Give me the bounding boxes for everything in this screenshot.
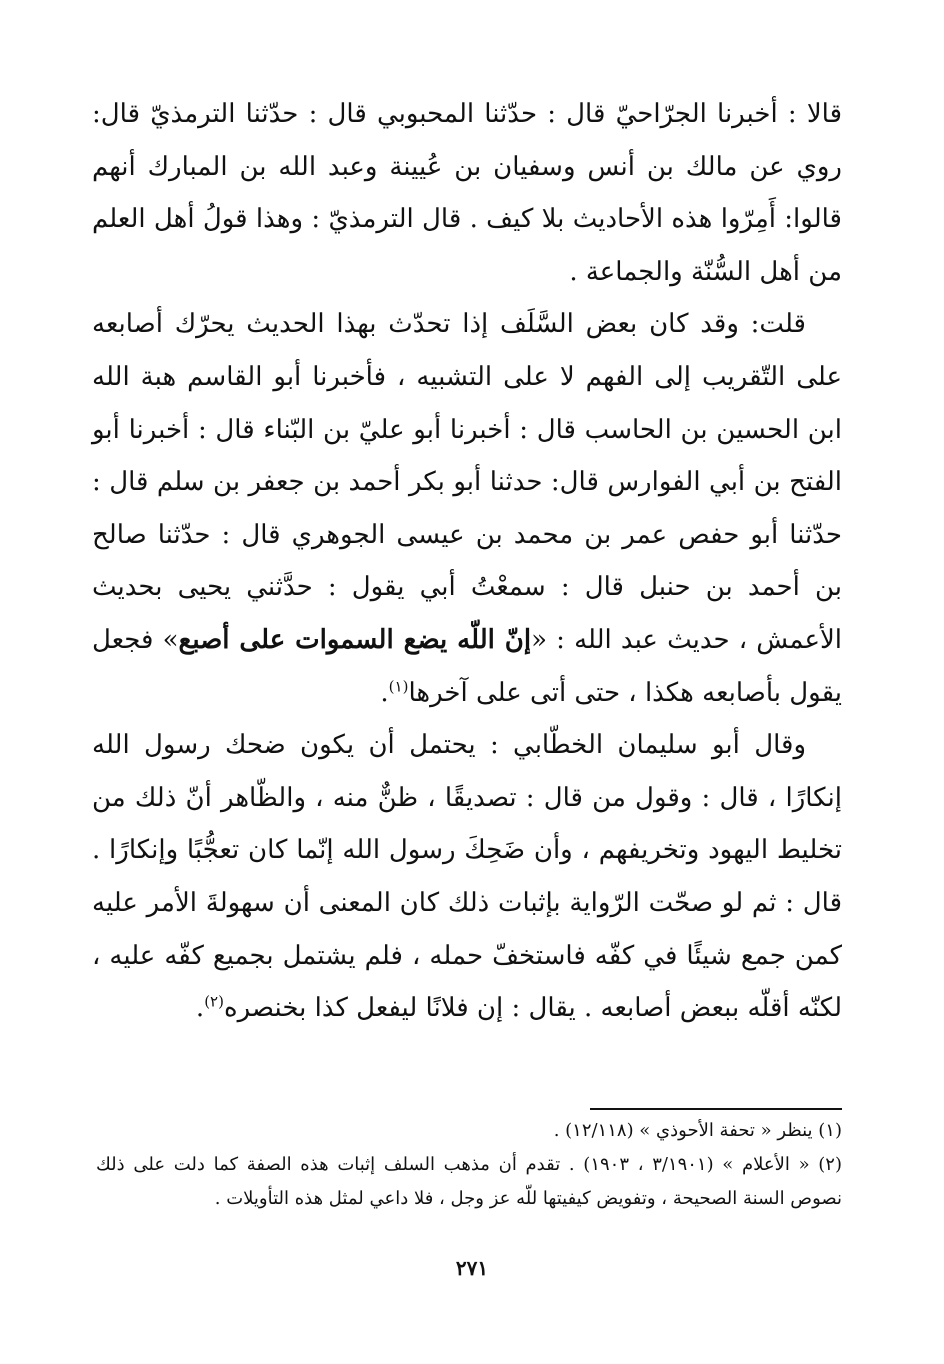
paragraph-2-period: .	[380, 677, 389, 708]
page-number: ٢٧١	[455, 1256, 489, 1280]
paragraph-2-text: قلت: وقد كان بعض السَّلَف إذا تحدّث بهذا الحديث يحرّك أصابعه على التّقريب إلى الفهم لا على التشبيه ، فأخبرنا أبو القاسم هبة الله ابن الحسين بن الحاسب قال : أخبرنا أبو عليّ بن البّناء قال : أخبرنا أبو الفتح بن أبي الفوارس قال: حدثنا أبو بكر أحمد بن جعفر بن سلم قال : حدّثنا أبو حفص عمر بن محمد بن عيسى الجوهري قال : حدّثنا صالح بن أحمد بن حنبل قال : سمعْتُ أبي يقول : حدَّثني يحيى بحديث الأعمش ، حديث عبد الله : «	[92, 309, 843, 655]
paragraph-2	[92, 298, 842, 719]
footnote-ref-2: (٢)	[204, 992, 224, 1011]
footnote-ref-1: (١)	[388, 676, 409, 695]
paragraph-1: قالا : أخبرنا الجرّاحيّ قال : حدّثنا المحبوبي قال : حدّثنا الترمذيّ قال: روي عن مالك بن أنس وسفيان بن عُيينة وعبد الله بن المبارك أنهم قالوا: أَمِرّوا هذه الأحاديث بلا كيف . قال الترمذيّ : وهذا قولُ أهل العلم من أهل السُّنّة والجماعة .	[92, 99, 842, 287]
paragraph-2-end: » فجعل يقول بأصابعه هكذا ، حتى أتى على آخرها	[92, 624, 842, 708]
paragraph-3	[92, 719, 842, 1035]
footnotes-block	[96, 1114, 842, 1216]
footnote-divider	[590, 1108, 842, 1110]
paragraph-3-period: .	[195, 993, 205, 1024]
main-text-block	[92, 88, 842, 1035]
hadith-quote: إنّ اللّه يضع السموات على أصبع	[178, 624, 532, 655]
footnote-2: (٢) « الأعلام » (٣/١٩٠١ ، ١٩٠٣) . تقدم أن مذهب السلف إثبات هذه الصفة كما دلت على ذلك نصوص السنة الصحيحة ، وتفويض كيفيتها للّه عز وجل ، فلا داعي لمثل هذه التأويلات .	[96, 1154, 842, 1209]
footnote-1: (١) ينظر « تحفة الأحوذي » (١٢/١١٨) .	[553, 1120, 842, 1141]
paragraph-3-text: وقال أبو سليمان الخطّابي : يحتمل أن يكون ضحك رسول الله إنكارًا ، قال : وقول من قال : تصديقًا ، ظنٌّ منه ، والظّاهر أنّ ذلك من تخليط اليهود وتخريفهم ، وأن ضَحِكَ رسول الله إنّما كان تعجُّبًا وإنكارًا . قال : ثم لو صحّت الرّواية بإثبات ذلك كان المعنى أن سهولةَ الأمر عليه كمن جمع شيئًا في كفّه فاستخفّ حمله ، فلم يشتمل بجميع كفّه عليه ، لكنّه أقلّه ببعض أصابعه . يقال : إن فلانًا ليفعل كذا بخنصره	[92, 730, 842, 1024]
